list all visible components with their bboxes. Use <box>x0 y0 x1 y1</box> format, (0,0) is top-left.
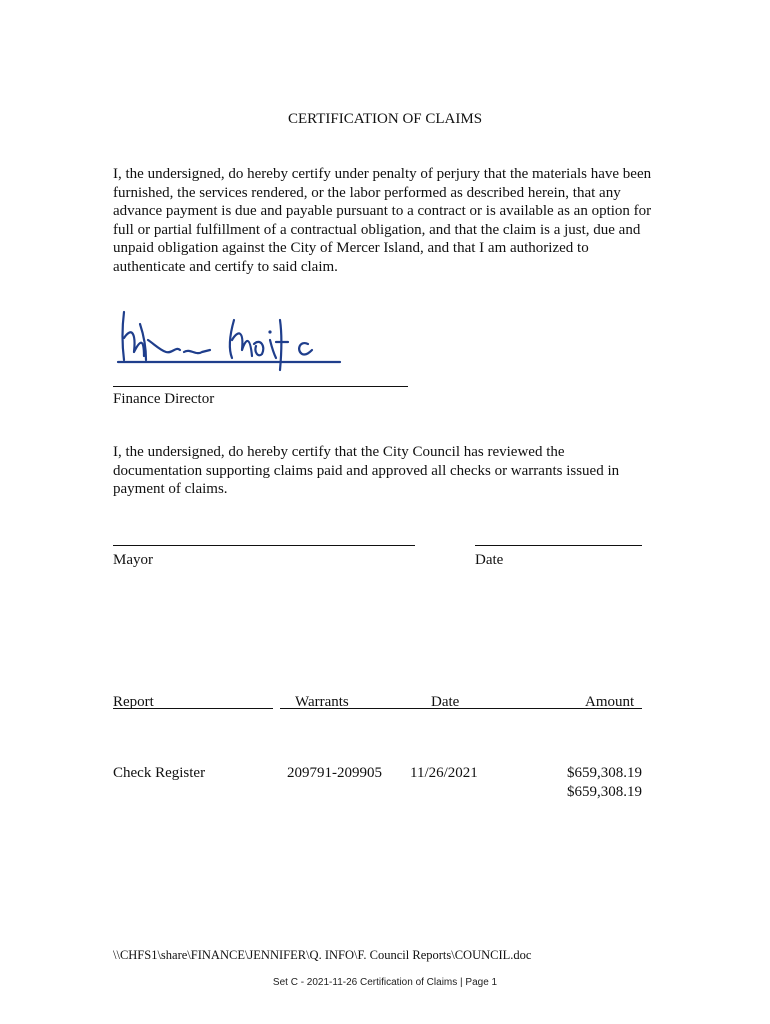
file-path: \\CHFS1\share\FINANCE\JENNIFER\Q. INFO\F. Council Reports\COUNCIL.doc <box>113 948 532 962</box>
cell-date: 11/26/2021 <box>410 765 478 781</box>
signature-line-date <box>475 545 642 546</box>
column-header-amount: Amount <box>585 694 635 710</box>
column-header-date: Date <box>431 694 460 710</box>
cell-amount: $659,308.19 <box>567 765 642 781</box>
paragraph-line: I, the undersigned, do hereby certify that the City Council has reviewed the <box>113 444 565 460</box>
page-footer: Set C - 2021-11-26 Certification of Claims | Page 1 <box>272 977 498 988</box>
document-title: CERTIFICATION OF CLAIMS <box>287 111 483 127</box>
signature-line-finance-director <box>113 386 408 387</box>
finance-director-label: Finance Director <box>113 391 215 407</box>
column-header-report: Report <box>113 694 154 710</box>
paragraph-line: furnished, the services rendered, or the labor performed as described herein, that any <box>113 184 621 201</box>
finance-director-signature <box>110 300 350 372</box>
certification-paragraph <box>113 165 663 276</box>
total-amount: $659,308.19 <box>567 784 642 800</box>
paragraph-line: unpaid obligation against the City of Mercer Island, and that I am authorized to <box>113 240 589 256</box>
paragraph-line: I, the undersigned, do hereby certify under penalty of perjury that the materials have been <box>113 166 652 182</box>
column-header-warrants: Warrants <box>295 694 349 710</box>
signature-line-mayor <box>113 545 415 546</box>
paragraph-line: advance payment is due and payable pursuant to a contract or is available as an option for <box>113 203 652 219</box>
paragraph-line: payment of claims. <box>113 481 228 497</box>
cell-warrants: 209791-209905 <box>287 765 382 781</box>
paragraph-line: full or partial fulfillment of a contractual obligation, and that the claim is a just, due and <box>113 221 641 238</box>
paragraph-line: authenticate and certify to said claim. <box>113 258 338 275</box>
council-paragraph <box>113 443 653 499</box>
paragraph-line: documentation supporting claims paid and approved all checks or warrants issued in <box>113 462 620 479</box>
date-label: Date <box>475 552 504 568</box>
mayor-label: Mayor <box>113 552 153 568</box>
cell-report: Check Register <box>113 765 206 781</box>
